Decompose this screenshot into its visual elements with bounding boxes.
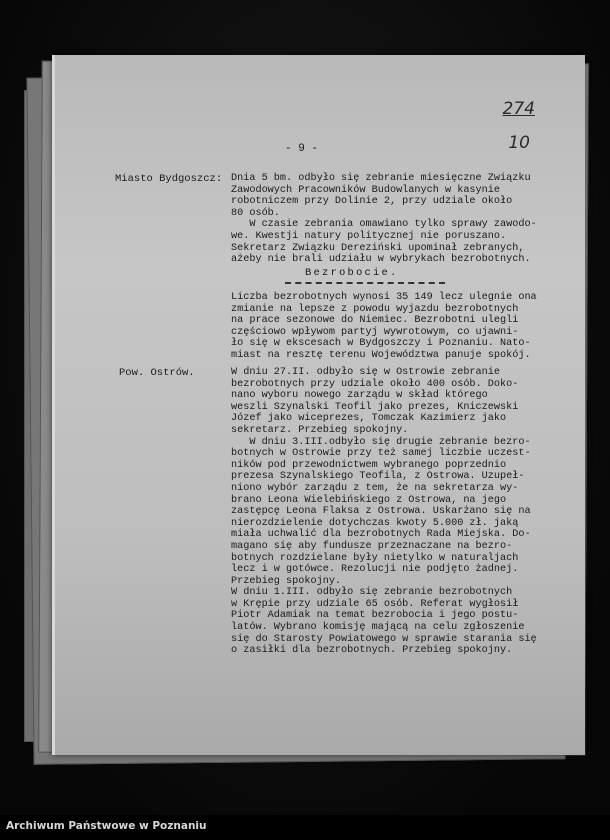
sheet-number: 10 [508, 133, 530, 153]
section-heading-bezrobocie: Bezrobocie. [305, 267, 399, 279]
heading-underline [285, 282, 445, 284]
section-text-bezrobocie: Liczba bezrobotnych wynosi 35 149 lecz ulegnie ona zmianie na lepsze z powodu wyjazdu bezrobotnych na prace sezonowe do Niemiec. Bezrobotni ulegli częściowo wpływom partyj wywrotowym, co ujawni- ło się w ekscesach w Bydgoszczy i Poznaniu. Nato- miast na resztę terenu Województwa panuje spokój. [231, 292, 537, 361]
archive-stamp-number: 274 [502, 99, 535, 119]
section-label-bydgoszcz: Miasto Bydgoszcz: [115, 173, 223, 185]
archive-footer [0, 815, 610, 840]
section-text-ostrow: W dniu 27.II. odbyło się w Ostrowie zebranie bezrobotnych przy udziale około 400 osób. Doko- nano wyboru nowego zarządu w skład którego weszli Szynalski Teofil jako prezes, Kniczewski Józef jako wiceprezes, Tomczak Kazimierz jako sekretarz. Przebieg spokojny. W dniu 3.III.odbyło się drugie zebranie bezro- botnych w Ostrowie przy też samej liczbie uczest- ników pod przewodnictwem wybranego poprzednio prezesa Szynalskiego Teofila, z Ostrowa. Uzupeł- niono wybór zarządu z tem, że na sekretarza wy- brano Leona Wielebińskiego z Ostrowa, na jego zastępcę Leona Flaksa z Ostrowa. Uskarżano się na nierozdzielenie dotychczas kwoty 5.000 zł. jaką miała uchwalić dla bezrobotnych Rada Miejska. Do- magano się aby fundusze przeznaczane na bezro- botnych rozdzielane były nietylko w naturaljach lecz i w gotówce. Rezolucji nie podjęto żadnej. Przebieg spokojny. W dniu 1.III. odbyło się zebranie bezrobotnych w Krępie przy udziale 65 osób. Referat wygłosił Piotr Adamiak na temat bezrobocia i jego postu- latów. Wybrano komisję mającą na celu zgłoszenie się do Starosty Powiatowego w sprawie starania się o zasiłki dla bezrobotnych. Przebieg spokojny. [231, 367, 537, 657]
page-number: - 9 - [285, 143, 319, 155]
section-label-ostrow: Pow. Ostrów. [119, 367, 195, 379]
document-page [52, 55, 585, 755]
archive-name: Archiwum Państwowe w Poznaniu [6, 820, 207, 832]
section-text-bydgoszcz: Dnia 5 bm. odbyło się zebranie miesięczne Związku Zawodowych Pracowników Budowlanych w kasynie robotniczem przy Dolinie 2, przy udziale około 80 osób. W czasie zebrania omawiano tylko sprawy zawodo- we. Kwestji natury politycznej nie poruszano. Sekretarz Związku Dereziński upominał zebranych, ażeby nie brali udziału w wybrykach bezrobotnych. [231, 173, 537, 266]
